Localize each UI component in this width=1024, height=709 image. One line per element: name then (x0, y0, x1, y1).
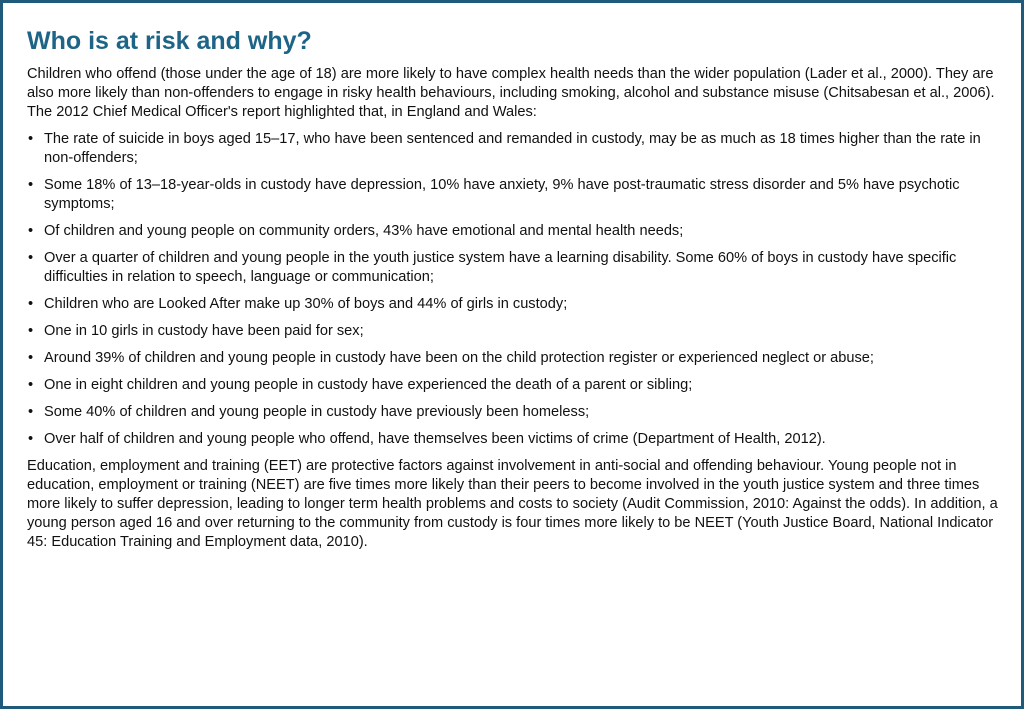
bullet-glyph: • (28, 223, 34, 239)
bullet-glyph: • (28, 177, 34, 193)
list-item (27, 349, 1011, 368)
bullet-glyph: • (28, 323, 34, 339)
bullet-glyph: • (28, 250, 34, 266)
page-title: Who is at risk and why? (27, 27, 312, 55)
list-item-text: One in eight children and young people in custody have experienced the death of a parent or sibling; (44, 377, 693, 393)
bullet-glyph: • (28, 377, 34, 393)
bullet-list (27, 130, 1011, 449)
bullet-glyph: • (28, 404, 34, 420)
bullet-glyph: • (28, 350, 34, 366)
list-item (27, 295, 1011, 314)
list-item (27, 130, 1011, 168)
list-item (27, 376, 1011, 395)
slide-content (27, 25, 1011, 552)
list-item-text: Over half of children and young people who offend, have themselves been victims of crime (Department of Health, 2012). (44, 431, 826, 447)
list-item-text: Some 18% of 13–18-year-olds in custody have depression, 10% have anxiety, 9% have post-traumatic stress disorder and 5% have psychotic symptoms; (44, 177, 960, 212)
intro-paragraph: Children who offend (those under the age of 18) are more likely to have complex health needs than the wider population (Lader et al., 2000). They are also more likely than non-offenders to engage in risky health behaviours, including smoking, alcohol and substance misuse (Chitsabesan et al., 2006). The 2012 Chief Medical Officer's report highlighted that, in England and Wales: (27, 66, 995, 120)
list-item-text: Children who are Looked After make up 30% of boys and 44% of girls in custody; (44, 296, 568, 312)
bullet-glyph: • (28, 296, 34, 312)
list-item-text: Over a quarter of children and young people in the youth justice system have a learning disability. Some 60% of boys in custody have specific difficulties in relation to speech, language or communication; (44, 250, 957, 285)
list-item (27, 322, 1011, 341)
list-item (27, 249, 1011, 287)
bullet-glyph: • (28, 131, 34, 147)
list-item (27, 430, 1011, 449)
list-item-text: The rate of suicide in boys aged 15–17, who have been sentenced and remanded in custody, may be as much as 18 times higher than the rate in non-offenders; (44, 131, 981, 166)
closing-paragraph: Education, employment and training (EET) are protective factors against involvement in anti-social and offending behaviour. Young people not in education, employment or training (NEET) are five times more likely than their peers to become involved in the youth justice system and three times more likely to suffer depression, leading to longer term health problems and costs to society (Audit Commission, 2010: Against the odds). In addition, a young person aged 16 and over returning to the community from custody is four times more likely to be NEET (Youth Justice Board, National Indicator 45: Education Training and Employment data, 2010). (27, 458, 998, 550)
bullet-glyph: • (28, 431, 34, 447)
list-item-text: Of children and young people on community orders, 43% have emotional and mental health needs; (44, 223, 684, 239)
list-item (27, 222, 1011, 241)
list-item (27, 403, 1011, 422)
list-item-text: Around 39% of children and young people in custody have been on the child protection register or experienced neglect or abuse; (44, 350, 874, 366)
list-item-text: One in 10 girls in custody have been paid for sex; (44, 323, 364, 339)
list-item-text: Some 40% of children and young people in custody have previously been homeless; (44, 404, 590, 420)
list-item (27, 176, 1011, 214)
